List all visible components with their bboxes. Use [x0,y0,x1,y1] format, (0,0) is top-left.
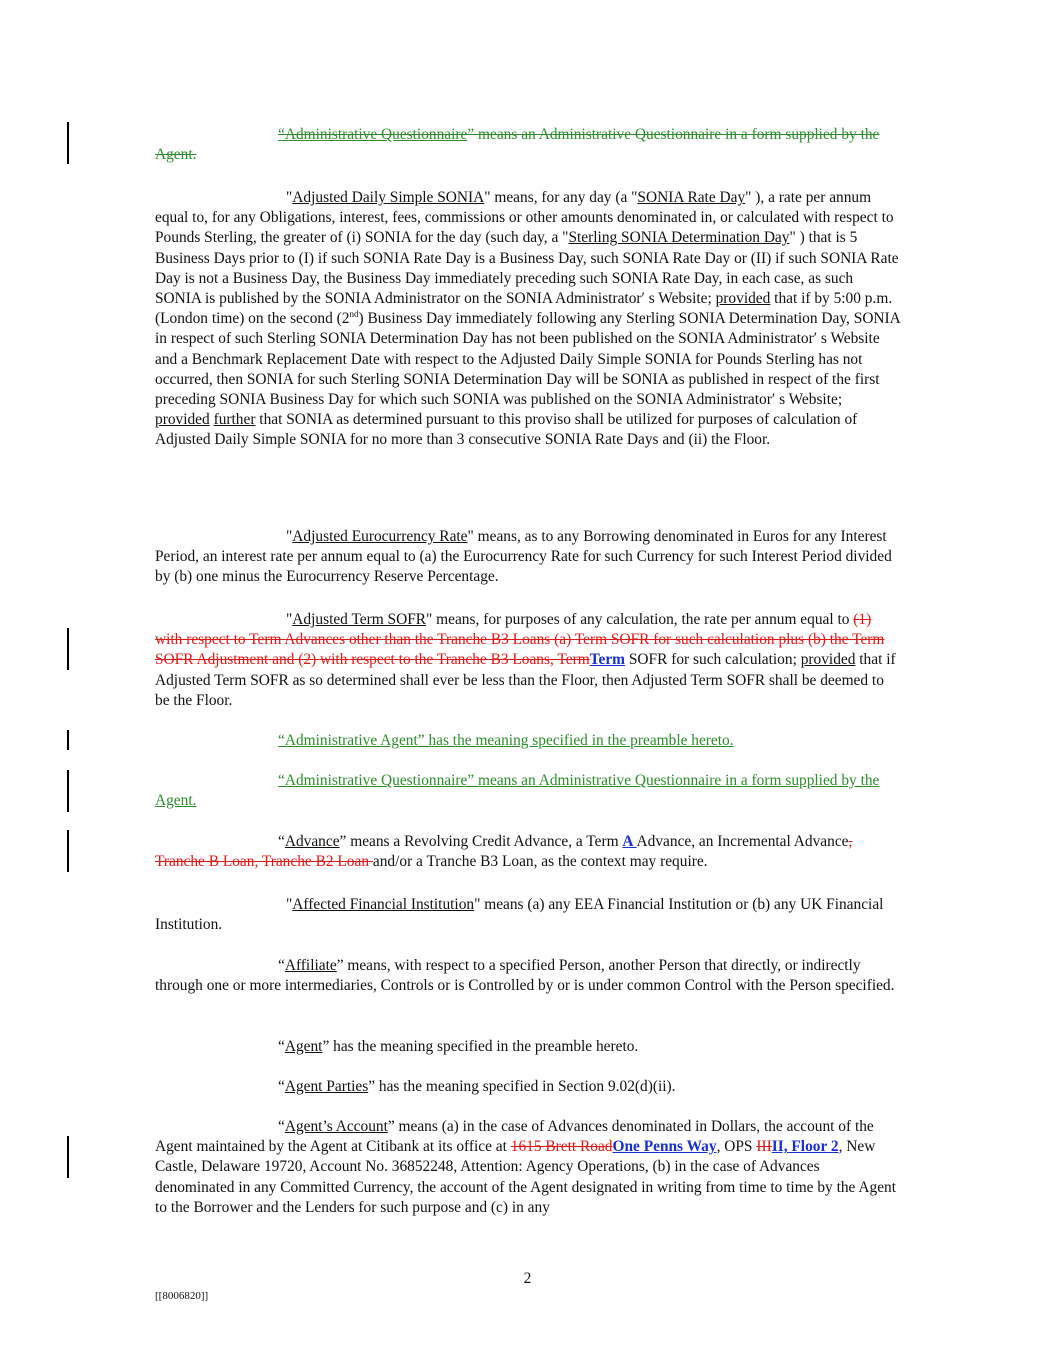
page-number: 2 [523,1270,532,1287]
definition-agent-parties: “Agent Parties” has the meaning specified in Section 9.02(d)(ii). [278,1078,676,1095]
definition-adjusted-term-sofr: "Adjusted Term SOFR" means, for purposes of any calculation, the rate per annum equal to (1) with respect to Term Advances other than the Tranche B3 Loans (a) Term SOFR for such calculation plus (b) the Term SOFR Adjustment and (2) with respect to the Tranche B3 Loans, TermTerm SOFR for such calculation; provided that if Adjusted Term SOFR as so determined shall ever be less than the Floor, then Adjusted Term SOFR shall be deemed to be the Floor. [155,611,896,709]
inserted-text: Term [589,651,626,669]
definition-affiliate: “Affiliate” means, with respect to a specified Person, another Person that directly, or indirectly through one or more intermediaries, Controls or is Controlled by or is under common Control with the Person specified. [155,957,895,995]
defined-term: Affected Financial Institution [292,896,475,913]
change-bar [67,1136,69,1178]
defined-term: Agent [284,1038,323,1055]
defined-term: Sterling SONIA Determination Day [568,229,790,247]
deleted-text: 1615 Brett Road [510,1138,613,1156]
change-bar [67,628,69,670]
definition-administrative-questionnaire-inserted: “Administrative Questionnaire” means an Administrative Questionnaire in a form supplied by the Agent. [155,772,880,810]
defined-term: SONIA Rate Day [637,189,746,206]
definition-agents-account: “Agent’s Account” means (a) in the case of Advances denominated in Dollars, the account of the Agent maintained by the Agent at Citibank at its office at 1615 Brett RoadOne Penns Way, OPS IIIII, Floor 2, New Castle, Delaware 19720, Account No. 36852248, Attention: Agency Operations, (b) in the case of Advances denominated in any Committed Currency, the account of the Agent designated in writing from time to time by the Agent to the Borrower and the Lenders for such purpose and (c) in any [155,1118,897,1216]
defined-term: Affiliate [284,957,337,974]
inserted-text: One Penns Way [612,1138,717,1156]
definition-adjusted-daily-simple-sonia: "Adjusted Daily Simple SONIA" means, for any day (a "SONIA Rate Day" ), a rate per annum equal to, for any Obligations, interest, fees, commissions or other amounts denominated in, or calculated with respect to Pounds Sterling, the greater of (i) SONIA for the day (such day, a "Sterling SONIA Determination Day" ) that is 5 Business Days prior to (I) if such SONIA Rate Day is a Business Day, such SONIA Rate Day or (II) if such SONIA Rate Day is not a Business Day, the Business Day immediately preceding such SONIA Rate Day, in each case, as such SONIA is published by the SONIA Administrator on the SONIA Administrator′ s Website; provided that if by 5:00 p.m. (London time) on the second (2nd) Business Day immediately following any Sterling SONIA Determination Day, SONIA in respect of such Sterling SONIA Determination Day has not been published on the SONIA Administrator′ s Website and a Benchmark Replacement Date with respect to the Adjusted Daily Simple SONIA for Pounds Sterling has not occurred, then SONIA for such Sterling SONIA Determination Day will be SONIA as published in respect of the first preceding SONIA Business Day for which such SONIA was published on the SONIA Administrator′ s Website; provided further that SONIA as determined pursuant to this proviso shall be utilized for purposes of calculation of Adjusted Daily Simple SONIA for no more than 3 consecutive SONIA Rate Days and (ii) the Floor. [155,189,900,449]
change-bar [67,730,69,750]
deleted-text: III [756,1138,772,1156]
inserted-text: A [622,833,637,850]
definition-administrative-questionnaire-deleted: “Administrative Questionnaire” means an Administrative Questionnaire in a form supplied by the Agent. [155,126,880,164]
deleted-text: (1) with respect to Term Advances other than the Tranche B3 Loans (a) Term SOFR for such calculation plus (b) the Term SOFR Adjustment and (2) with respect to the Tranche B3 Loans, Term [155,611,885,669]
defined-term: Adjusted Eurocurrency Rate [292,528,468,545]
definition-advance: “Advance” means a Revolving Credit Advance, a Term A Advance, an Incremental Advance, Tranche B Loan, Tranche B2 Loan and/or a Tranche B3 Loan, as the context may require. [155,833,853,871]
defined-term: Adjusted Daily Simple SONIA [292,189,485,206]
definition-adjusted-eurocurrency-rate: "Adjusted Eurocurrency Rate" means, as to any Borrowing denominated in Euros for any Interest Period, an interest rate per annum equal to (a) the Eurocurrency Rate for such Currency for such Interest Period divided by (b) one minus the Eurocurrency Reserve Percentage. [155,528,892,586]
defined-term: Agent’s Account [284,1118,388,1135]
change-bar [67,770,69,812]
definition-agent: “Agent” has the meaning specified in the preamble hereto. [278,1038,639,1055]
defined-term: Agent Parties [284,1078,369,1095]
definition-affected-financial-institution: "Affected Financial Institution" means (a) any EEA Financial Institution or (b) any UK Financial Institution. [155,896,884,934]
defined-term: Adjusted Term SOFR [292,611,427,628]
deleted-text: , Tranche B Loan, Tranche B2 Loan [155,833,853,871]
inserted-text: II, Floor 2 [771,1138,839,1156]
document-id: [[8006820]] [155,1290,209,1302]
defined-term: Advance [284,833,340,850]
change-bar [67,122,69,164]
change-bar [67,830,69,872]
definition-administrative-agent-inserted: “Administrative Agent” has the meaning specified in the preamble hereto. [278,732,734,749]
